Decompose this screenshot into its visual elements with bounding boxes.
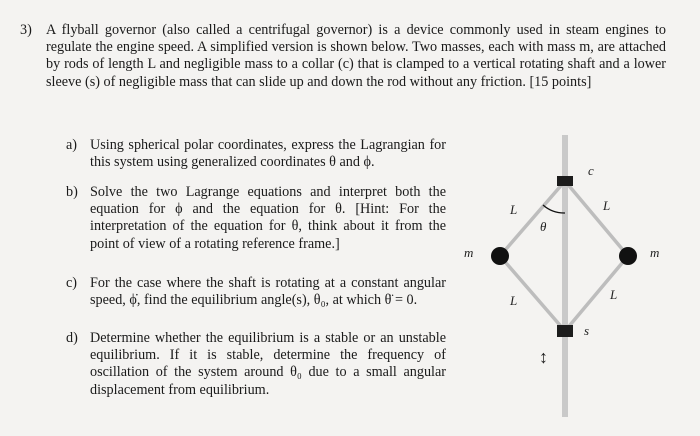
part-b-text: Solve the two Lagrange equations and interpret both the equation for ϕ and the equation for θ. [Hint: For the interpretation of the equation for θ, think about it from the point of view of a rotating reference frame.] (90, 184, 446, 252)
mass-label-left: m (464, 245, 474, 260)
rod-label-bottom-left: L (510, 293, 518, 308)
sleeve-motion-arrow-icon: ↕ (539, 347, 548, 367)
mass-right (619, 247, 637, 265)
governor-diagram (440, 135, 700, 425)
collar-block (557, 176, 573, 186)
mass-left (491, 247, 509, 265)
problem-statement: A flyball governor (also called a centrifugal governor) is a device commonly used in steam engines to regulate the engine speed. A simplified version is shown below. Two masses, each with mass m, are attached by rods of length L and negligible mass to a collar (c) that is clamped to a vertical rotating shaft and a lower sleeve (s) of negligible mass that can slide up and down the rod without any friction. [15 points] (46, 22, 666, 90)
part-c-text: For the case where the shaft is rotating at a constant angular speed, ϕ̇, find the equilibrium angle(s), θ₀, at which θ̈ = 0. (90, 275, 446, 309)
rod-bottom-right (565, 256, 628, 331)
rod-label-top-left: L (510, 202, 518, 217)
theta-arc (543, 205, 565, 213)
part-a-label: a) (66, 137, 78, 153)
rod-label-top-right: L (603, 198, 611, 213)
part-a-text: Using spherical polar coordinates, express the Lagrangian for this system using generalized coordinates θ and ϕ. (90, 137, 446, 171)
rod-top-right (565, 181, 628, 256)
mass-label-right: m (650, 245, 660, 260)
rod-top-left (500, 181, 565, 256)
theta-label: θ (540, 219, 547, 234)
part-d-text: Determine whether the equilibrium is a stable or an unstable equilibrium. If it is stable, determine the frequency of oscillation of the system around θ₀ due to a small angular displacement from equilibrium. (90, 330, 446, 398)
problem-number: 3) (20, 22, 32, 38)
part-d-label: d) (66, 330, 78, 346)
part-b-label: b) (66, 184, 78, 200)
sleeve-block (557, 325, 573, 337)
collar-label: c (588, 163, 594, 178)
sleeve-label: s (584, 323, 590, 338)
rod-label-bottom-right: L (610, 287, 618, 302)
part-c-label: c) (66, 275, 78, 291)
